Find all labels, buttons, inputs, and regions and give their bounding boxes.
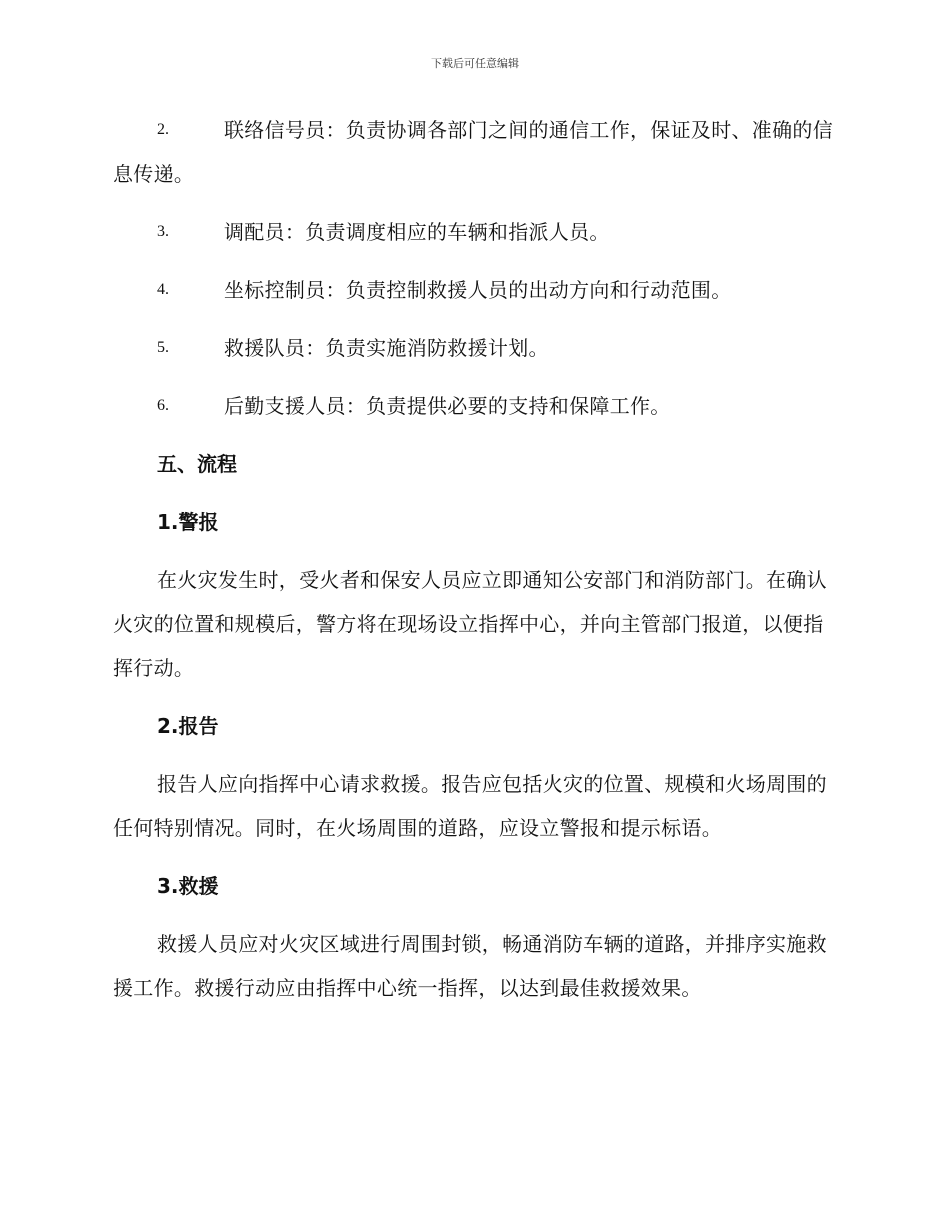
page-header: 下载后可任意编辑 — [431, 57, 519, 70]
list-item-number: 5. — [157, 339, 169, 356]
list-item-text: 后勤支援人员：负责提供必要的支持和保障工作。 — [224, 394, 671, 418]
step-title-alarm: 1.警报 — [157, 510, 219, 534]
list-item-number: 6. — [157, 397, 169, 414]
step-body-report: 报告人应向指挥中心请求救援。报告应包括火灾的位置、规模和火场周围的任何特别情况。同时，在火场周围的道路，应设立警报和提示标语。 — [113, 772, 827, 840]
list-item-text: 联络信号员：负责协调各部门之间的通信工作，保证及时、准确的信息传递。 — [113, 118, 833, 186]
list-item-number: 3. — [157, 223, 169, 240]
list-item-5 — [113, 326, 833, 370]
list-item-4 — [113, 268, 833, 312]
list-item-3 — [113, 210, 833, 254]
step-title-rescue: 3.救援 — [157, 874, 219, 898]
step-body-rescue: 救援人员应对火灾区域进行周围封锁，畅通消防车辆的道路，并排序实施救援工作。救援行动应由指挥中心统一指挥，以达到最佳救援效果。 — [113, 932, 827, 1000]
list-item-text: 救援队员：负责实施消防救援计划。 — [224, 336, 549, 360]
list-item-number: 4. — [157, 281, 169, 298]
list-item-number: 2. — [157, 121, 169, 138]
list-item-text: 坐标控制员：负责控制救援人员的出动方向和行动范围。 — [224, 278, 732, 302]
step-title-report: 2.报告 — [157, 714, 219, 738]
list-item-2 — [113, 108, 833, 196]
document-body — [113, 108, 833, 1024]
section-title: 五、流程 — [157, 452, 237, 476]
step-body-alarm: 在火灾发生时，受火者和保安人员应立即通知公安部门和消防部门。在确认火灾的位置和规模后，警方将在现场设立指挥中心，并向主管部门报道，以便指挥行动。 — [113, 568, 827, 680]
list-item-text: 调配员：负责调度相应的车辆和指派人员。 — [224, 220, 610, 244]
list-item-6 — [113, 384, 833, 428]
